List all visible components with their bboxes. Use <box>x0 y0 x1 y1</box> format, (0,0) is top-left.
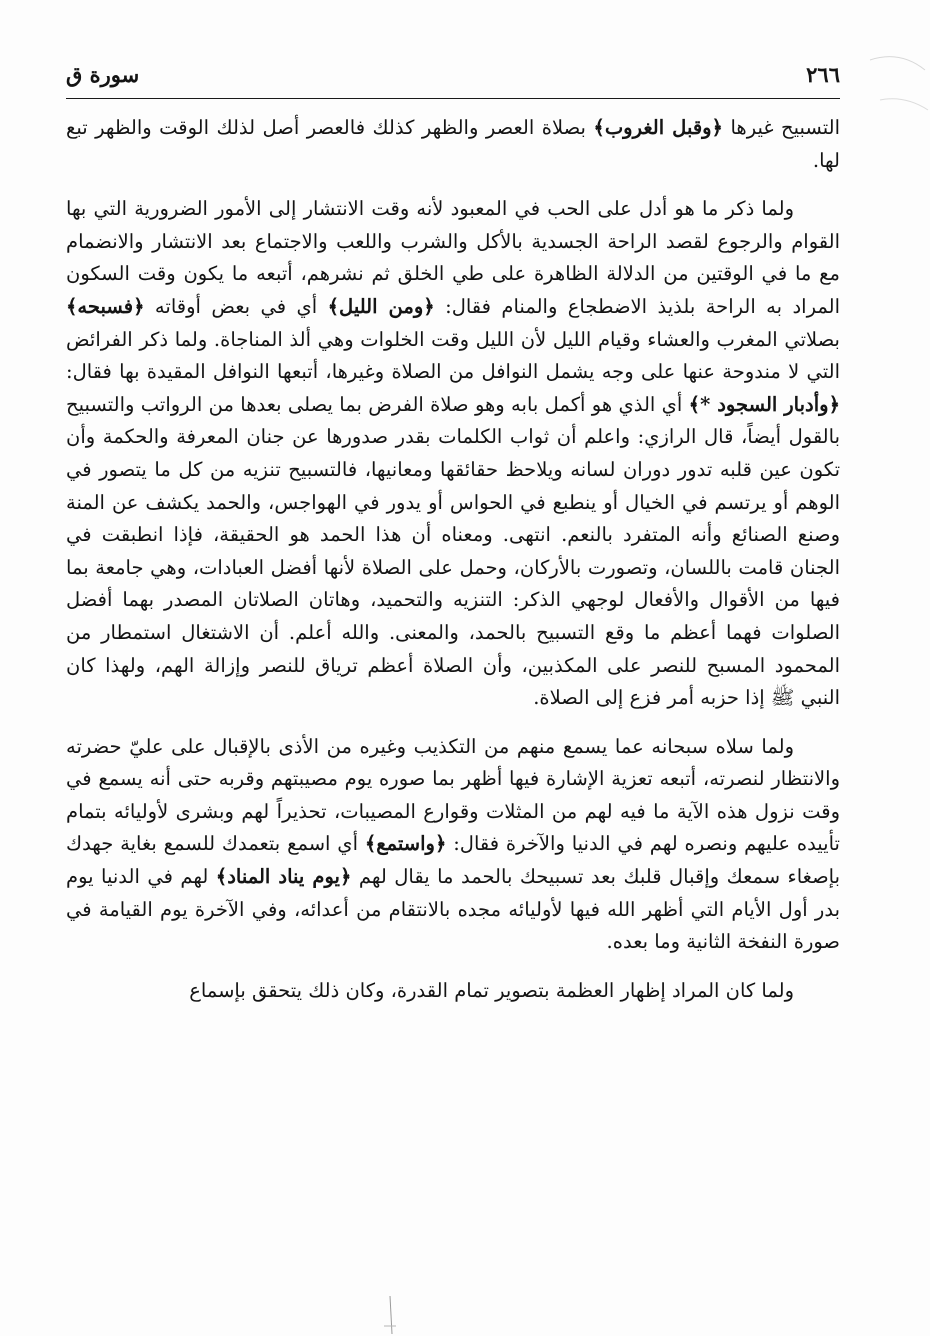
header-divider <box>66 98 840 99</box>
scan-artifact-stroke <box>380 1296 400 1336</box>
page-header <box>66 58 840 98</box>
page-body <box>66 112 840 1007</box>
text-run: ولما سلاه سبحانه عما يسمع منهم من التكذيب وغيره من الأذى بالإقبال على عليّ حضرته والانتظار لنصرته، أتبعه تعزية الإشارة فيها أظهر بما صوره يوم مصيبتهم وقربه حتى أنه يسمع في وقت نزول هذه الآية ما فيه لهم من المثلات وقوارع المصيبات، تحذيراً لهم وبشرى لأوليائه بتمام تأييده عليهم ونصره لهم في الدنيا والآخرة فقال: <box>66 734 840 856</box>
quran-quote: ﴿واستمع﴾ <box>364 832 447 856</box>
running-title: سورة ق <box>66 62 140 87</box>
paragraph-4 <box>66 975 840 1008</box>
quran-quote: ﴿وأدبار السجود *﴾ <box>688 392 840 416</box>
paragraph-gap <box>66 959 840 975</box>
text-run: أي الذي هو أكمل بابه وهو صلاة الفرض بما يصلى بعدها من الرواتب والتسبيح بالقول أيضاً، قال الرازي: واعلم أن ثواب الكلمات بقدر صدورها عن جنان المعرفة والحكمة وأن تكون عين قلبه تدور دوران لسانه ويلاحظ حقائقها ومعانيها، فالتسبيح تنزيه من كل ما يتصور في الوهم أو يرتسم في الخيال أو ينطبع في الحواس أو يدور في الهواجس، والحمد يكشف عن المنة وصنع الصنائع وأنه المتفرد بالنعم. انتهى. ومعناه أن هذا الحمد هو الحقيقة، فإذا انطبقت في الجنان قامت باللسان، وتصورت بالأركان، وحمل على الصلاة لأنها أفضل العبادات، وهي جامعة بما فيها من الأقوال والأفعال لوجهي الذكر: التنزيه والتحميد، وهاتان الصلاتان المصدر بهما أفضل الصلوات فهما أعظم ما وقع التسبيح بالحمد، والمعنى. والله أعلم. أن الاشتغال استمطار من المحمود المسبح للنصر على المكذبين، وأن الصلاة أعظم ترياق للنصر وإزالة الهم، ولهذا كان النبي ﷺ إذا حزبه أمر فزع إلى الصلاة. <box>66 392 840 710</box>
page-number: ٢٦٦ <box>806 62 840 87</box>
paragraph-gap <box>66 715 840 731</box>
text-run: التسبيح غيرها <box>723 116 840 139</box>
text-run: ولما كان المراد إظهار العظمة بتصوير تمام القدرة، وكان ذلك يتحقق بإسماع <box>189 978 794 1002</box>
paragraph-gap <box>66 177 840 193</box>
quran-quote: ﴿وقبل الغروب﴾ <box>593 116 723 139</box>
paragraph-3 <box>66 731 840 959</box>
text-run: أي اسمع بتعمدك للسمع بغاية جهدك بإصغاء سمعك وإقبال قلبك بعد تسبيحك بالحمد ما يقال لهم <box>66 832 840 889</box>
text-run: بصلاتي المغرب والعشاء وقيام الليل لأن الليل وقت الخلوات وهي ألذ المناجاة. ولما ذكر الفرائض التي لا مندوحة عنها على وجه يشمل النوافل من الصلاة وغيرها، أتبعها النوافل المقيدة بها فقال: <box>66 327 840 384</box>
quran-quote: ﴿يوم يناد المناد﴾ <box>215 865 352 889</box>
text-run: أي في بعض أوقاته <box>144 294 328 318</box>
quran-quote: ﴿ومن الليل﴾ <box>327 294 435 318</box>
paragraph-2 <box>66 193 840 715</box>
text-run: ولما ذكر ما هو أدل على الحب في المعبود لأنه وقت الانتشار إلى الأمور الضرورية التي بها القوام والرجوع لقصد الراحة الجسدية بالأكل والشرب واللعب والاجتماع بعد الانتشار والانضمام مع ما في الوقتين من الدلالة الظاهرة على طي الخلق ثم نشرهم، أتبعه ما يكون وقت السكون المراد به الراحة بلذيذ الاضطجاع والمنام فقال: <box>66 197 840 318</box>
quran-quote: ﴿فسبحه﴾ <box>66 294 145 318</box>
text-run: لهم في الدنيا يوم بدر أول الأيام التي أظهر الله فيها لأوليائه مجده بالانتقام من أعدائه، وفي الآخرة يوم القيامة في صورة النفخة الثانية وما بعده. <box>66 865 840 954</box>
paragraph-1 <box>66 112 840 177</box>
text-run: بصلاة العصر والظهر كذلك فالعصر أصل لذلك الوقت والظهر تبع لها. <box>66 116 840 172</box>
scan-artifact-mark <box>860 40 930 130</box>
